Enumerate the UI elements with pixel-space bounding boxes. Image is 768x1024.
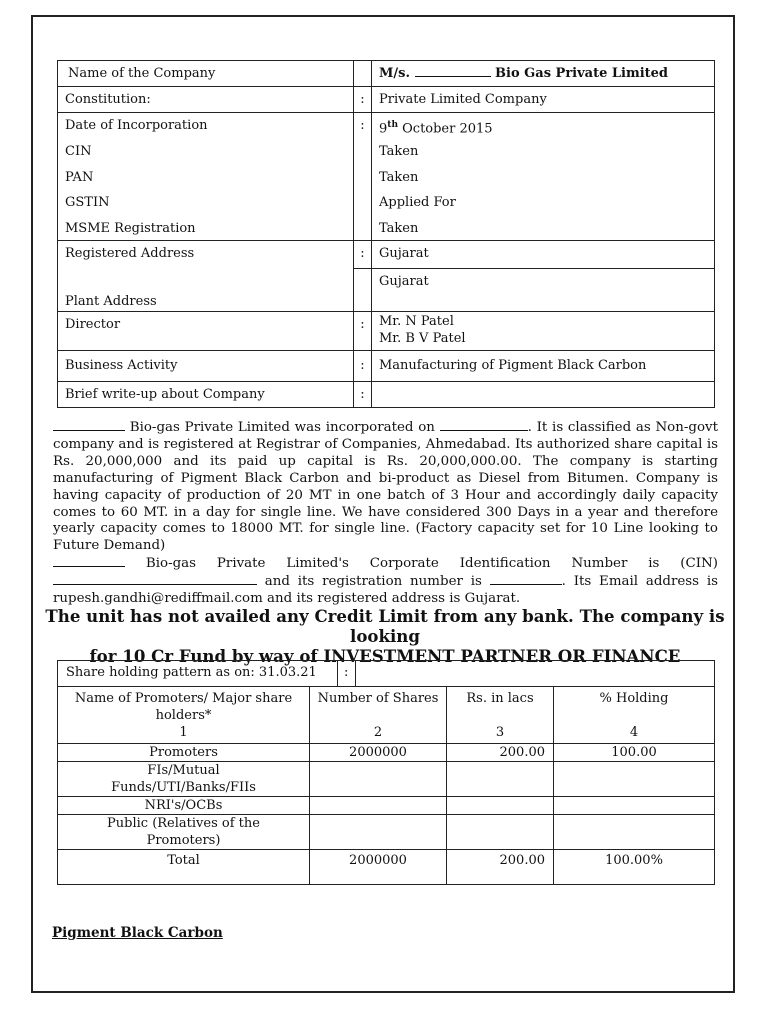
header-label: Name of Promoters/ Major share holders* <box>74 691 293 723</box>
paragraph-1b: . It is classified as Non-govt company and is registered at Registrar of Companies, Ahmedabad. Its authorized share capital is Rs. 20,000,000 and its paid up capital is Rs. 20,000,000.00. The company is starting manufacturing of Pigment Black Carbon and bi-product as Diesel from Bitumen. Company is having capacity of production of 20 MT in one batch of 3 Hour and accordingly daily capacity comes to 60 MT. in a day for single line. We have considered 300 Days in a year and therefore yearly capacity comes to 18000 MT. for single line. (Factory capacity set for 10 Line looking to Future Demand) <box>53 420 718 554</box>
shareholding-table <box>57 660 715 885</box>
company-info-table <box>57 60 715 408</box>
section-title: Pigment Black Carbon <box>52 925 223 941</box>
paragraph-2b: and its registration number is <box>264 574 482 590</box>
row-lacs <box>447 815 554 850</box>
cin-value: Taken <box>379 143 419 159</box>
plant-address-label: Plant Address <box>65 294 157 310</box>
blank-registration-number <box>490 573 562 585</box>
row-lacs <box>447 797 554 815</box>
row-holding <box>554 762 715 797</box>
pan-value: Taken <box>379 169 419 185</box>
row-business-activity <box>58 351 715 382</box>
row-holding: 100.00 <box>554 744 715 762</box>
row-name: Promoters <box>58 744 310 762</box>
writeup-value <box>372 382 715 408</box>
row-name: Public (Relatives of the Promoters) <box>58 815 310 850</box>
plant-address-value: Gujarat <box>372 269 715 312</box>
row-shares <box>310 815 447 850</box>
empty-colon-cell <box>354 61 372 87</box>
header-shares <box>310 687 447 744</box>
table-header-row <box>58 687 715 744</box>
header-holding <box>554 687 715 744</box>
company-name-prefix: M/s. <box>379 66 410 81</box>
company-name-blank <box>415 65 491 77</box>
gstin-label: GSTIN <box>65 195 110 211</box>
colon: : <box>354 87 372 113</box>
row-lacs: 200.00 <box>447 850 554 885</box>
row-holding: 100.00% <box>554 850 715 885</box>
row-shares: 2000000 <box>310 850 447 885</box>
row-shares <box>310 797 447 815</box>
row-holding <box>554 815 715 850</box>
blank-company-name <box>53 555 125 567</box>
colon: : <box>354 351 372 382</box>
incorporation-month-year: October 2015 <box>402 121 493 137</box>
row-lacs <box>447 762 554 797</box>
row-lacs: 200.00 <box>447 744 554 762</box>
header-promoters <box>58 687 310 744</box>
header-index: 2 <box>373 725 383 740</box>
colon: : <box>354 113 372 241</box>
funding-headline <box>40 606 730 666</box>
header-label: % Holding <box>599 691 669 706</box>
director-label: Director <box>58 312 354 351</box>
company-description <box>53 419 718 608</box>
table-row <box>58 744 715 762</box>
shareholding-pattern-row <box>58 661 715 687</box>
company-name-label: Name of the Company <box>58 61 354 87</box>
row-name: FIs/Mutual Funds/UTI/Banks/FIIs <box>58 762 310 797</box>
row-name: NRI's/OCBs <box>58 797 310 815</box>
shareholding-pattern-cell <box>58 661 715 687</box>
director-values <box>372 312 715 351</box>
header-index: 3 <box>495 725 505 740</box>
header-label: Rs. in lacs <box>466 691 534 706</box>
empty-colon-cell <box>354 269 372 312</box>
colon: : <box>354 382 372 408</box>
registration-labels <box>58 113 354 241</box>
row-shares <box>310 762 447 797</box>
registered-address-value: Gujarat <box>372 241 715 269</box>
pattern-value <box>356 661 714 686</box>
director-name-1: Mr. N Patel <box>379 314 454 330</box>
header-index: 1 <box>179 725 188 740</box>
constitution-value: Private Limited Company <box>372 87 715 113</box>
writeup-label: Brief write-up about Company <box>58 382 354 408</box>
business-activity-label: Business Activity <box>58 351 354 382</box>
gstin-value: Applied For <box>379 195 456 211</box>
pattern-colon: : <box>338 661 356 686</box>
director-name-2: Mr. B V Patel <box>379 331 466 347</box>
incorporation-day: 9 <box>379 121 388 137</box>
msme-label: MSME Registration <box>65 221 196 237</box>
blank-incorporation-date <box>440 419 528 431</box>
company-name-value <box>372 61 715 87</box>
header-label: Number of Shares <box>317 691 439 706</box>
msme-value: Taken <box>379 221 419 237</box>
row-registered-address <box>58 241 715 269</box>
row-shares: 2000000 <box>310 744 447 762</box>
incorporation-value <box>379 117 707 143</box>
headline-line-1: The unit has not availed any Credit Limit from any bank. The company is looking <box>45 606 725 646</box>
row-registration-details <box>58 113 715 241</box>
colon: : <box>354 241 372 269</box>
header-index: 4 <box>629 725 639 740</box>
table-row <box>58 815 715 850</box>
row-name: Total <box>58 850 310 885</box>
headline-line-2: for 10 Cr Fund by way of INVESTMENT PARTNER OR FINANCE <box>89 646 681 666</box>
paragraph-2a: Bio-gas Private Limited's Corporate Identification Number is (CIN) <box>145 556 718 572</box>
row-constitution <box>58 87 715 113</box>
table-row-total <box>58 850 715 885</box>
cin-label: CIN <box>65 143 92 159</box>
registration-values <box>372 113 715 241</box>
blank-cin <box>53 573 257 585</box>
constitution-label: Constitution: <box>58 87 354 113</box>
incorporation-label: Date of Incorporation <box>65 118 208 133</box>
row-company-name <box>58 61 715 87</box>
row-holding <box>554 797 715 815</box>
registered-address-label: Registered Address <box>65 246 195 262</box>
colon: : <box>354 312 372 351</box>
blank-company-name <box>53 419 125 431</box>
table-row <box>58 762 715 797</box>
paragraph-1a: Bio-gas Private Limited was incorporated on <box>129 420 435 435</box>
row-director <box>58 312 715 351</box>
row-writeup <box>58 382 715 408</box>
pattern-date-label: Share holding pattern as on: 31.03.21 <box>58 661 338 686</box>
paragraph-2c: . Its Email address is rupesh.gandhi@rediffmail.com and its registered address is Gujarat. <box>53 574 718 607</box>
pan-label: PAN <box>65 169 94 185</box>
company-name-text: Bio Gas Private Limited <box>495 66 669 81</box>
business-activity-value: Manufacturing of Pigment Black Carbon <box>372 351 715 382</box>
address-labels <box>58 241 354 312</box>
header-lacs <box>447 687 554 744</box>
incorporation-suffix: th <box>387 120 398 130</box>
table-row <box>58 797 715 815</box>
